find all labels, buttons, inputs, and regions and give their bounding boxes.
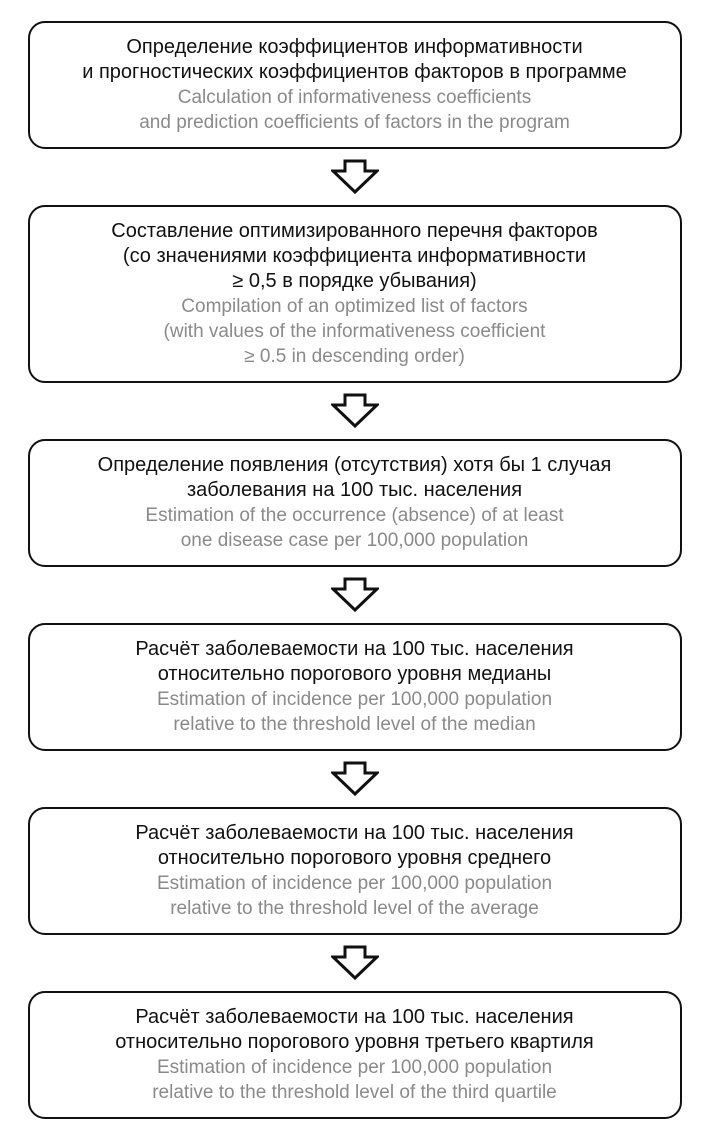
connector-2 (331, 383, 379, 439)
text-line: Определение появления (отсутствия) хотя бы 1 случая (97, 454, 612, 476)
connector-5 (331, 935, 379, 991)
step-4-russian-text (48, 637, 662, 687)
text-line: Расчёт заболеваемости на 100 тыс. населения (135, 822, 574, 844)
step-2-russian-text (48, 219, 662, 294)
text-line: Estimation of incidence per 100,000 population (156, 689, 553, 710)
connector-4 (331, 751, 379, 807)
down-block-arrow-icon (331, 945, 379, 981)
text-line: Estimation of incidence per 100,000 population (156, 873, 553, 894)
text-line: one disease case per 100,000 population (180, 530, 529, 551)
flow-step-4 (28, 623, 682, 751)
down-block-arrow-icon (331, 577, 379, 613)
flow-step-2 (28, 205, 682, 383)
text-line: Calculation of informativeness coefficients (177, 87, 532, 108)
text-line: ≥ 0,5 в порядке убывания) (232, 270, 477, 292)
text-line: Расчёт заболеваемости на 100 тыс. населения (135, 638, 574, 660)
down-block-arrow-icon (331, 393, 379, 429)
down-block-arrow-icon (331, 159, 379, 195)
step-2-english-text (48, 294, 662, 369)
text-line: Расчёт заболеваемости на 100 тыс. населения (135, 1006, 574, 1028)
text-line: Estimation of incidence per 100,000 population (156, 1057, 553, 1078)
connector-3 (331, 567, 379, 623)
text-line: Определение коэффициентов информативности (126, 36, 583, 58)
step-3-english-text (48, 503, 662, 553)
text-line: заболевания на 100 тыс. населения (186, 479, 523, 501)
flow-step-1 (28, 21, 682, 149)
flow-step-3 (28, 439, 682, 567)
text-line: relative to the threshold level of the average (170, 898, 539, 919)
text-line: relative to the threshold level of the third quartile (152, 1082, 557, 1103)
text-line: относительно порогового уровня третьего квартиля (115, 1031, 594, 1053)
text-line: relative to the threshold level of the median (173, 714, 536, 735)
step-3-russian-text (48, 453, 662, 503)
text-line: и прогностических коэффициентов факторов в программе (82, 61, 627, 83)
text-line: Составление оптимизированного перечня факторов (111, 220, 598, 242)
text-line: and prediction coefficients of factors in the program (139, 112, 570, 133)
text-line: (со значениями коэффициента информативности (122, 245, 587, 267)
step-6-russian-text (48, 1005, 662, 1055)
text-line: Compilation of an optimized list of factors (181, 296, 528, 317)
step-5-russian-text (48, 821, 662, 871)
step-1-english-text (48, 85, 662, 135)
step-5-english-text (48, 871, 662, 921)
text-line: Estimation of the occurrence (absence) of at least (145, 505, 564, 526)
text-line: относительно порогового уровня среднего (157, 847, 552, 869)
flow-step-6 (28, 991, 682, 1119)
step-1-russian-text (48, 35, 662, 85)
connector-1 (331, 149, 379, 205)
flow-step-5 (28, 807, 682, 935)
text-line: ≥ 0.5 in descending order) (244, 346, 465, 367)
down-block-arrow-icon (331, 761, 379, 797)
step-6-english-text (48, 1055, 662, 1105)
text-line: относительно порогового уровня медианы (157, 663, 552, 685)
text-line: (with values of the informativeness coefficient (163, 321, 546, 342)
step-4-english-text (48, 687, 662, 737)
